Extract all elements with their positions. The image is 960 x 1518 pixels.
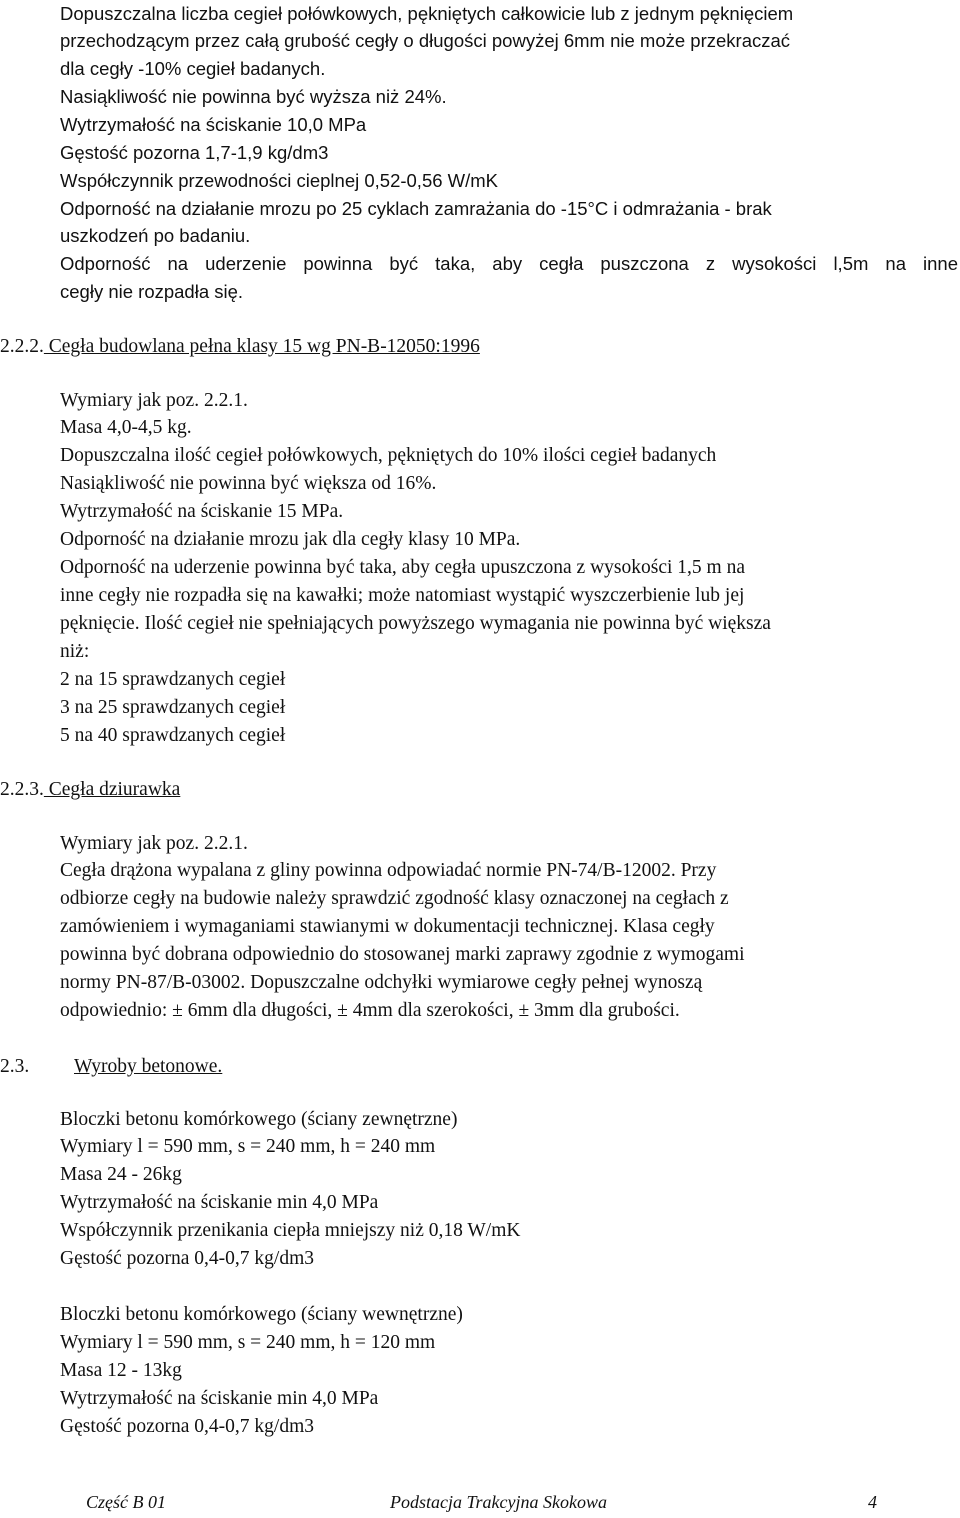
text-line: 5 na 40 sprawdzanych cegieł — [60, 725, 286, 746]
text-line: Współczynnik przewodności cieplnej 0,52-0,56 W/mK — [60, 170, 499, 191]
text-line: przechodzącym przez całą grubość cegły o długości powyżej 6mm nie może przekraczać — [60, 30, 791, 51]
section-number: 2.2.3. — [0, 779, 44, 800]
text-line: niż: — [60, 641, 90, 662]
section-heading-2-2-2 — [0, 333, 480, 360]
footer-part: Część B 01 — [86, 1492, 166, 1512]
text-line: odpowiednio: ± 6mm dla długości, ± 4mm dla szerokości, ± 3mm dla grubości. — [60, 1000, 680, 1021]
text-line: normy PN-87/B-03002. Dopuszczalne odchyłki wymiarowe cegły pełnej wynoszą — [60, 972, 703, 993]
text-line: cegły nie rozpadła się. — [60, 281, 244, 302]
text-line: uszkodzeń po badaniu. — [60, 225, 251, 246]
text-line: Bloczki betonu komórkowego (ściany wewnętrzne) — [60, 1304, 463, 1325]
text-line: pęknięcie. Ilość cegieł nie spełniających powyższego wymagania nie powinna być większa — [60, 613, 771, 634]
section-title-2-3: Wyroby betonowe. — [74, 1056, 223, 1077]
text-line: Odporność na uderzenie powinna być taka, aby cegła puszczona z wysokości l,5m na inne — [60, 253, 958, 274]
text-line: zamówieniem i wymaganiami stawianymi w dokumentacji technicznej. Klasa cegły — [60, 916, 715, 937]
text-line: 3 na 25 sprawdzanych cegieł — [60, 697, 286, 718]
text-line: odbiorze cegły na budowie należy sprawdzić zgodność klasy oznaczonej na cegłach z — [60, 888, 729, 909]
text-line: Nasiąkliwość nie powinna być wyższa niż 24%. — [60, 86, 447, 107]
text-line: inne cegły nie rozpadła się na kawałki; może natomiast wystąpić wyszczerbienie lub jej — [60, 585, 745, 606]
text-line: Gęstość pozorna 0,4-0,7 kg/dm3 — [60, 1248, 314, 1269]
text-line: Współczynnik przenikania ciepła mniejszy niż 0,18 W/mK — [60, 1220, 521, 1241]
text-line: Wymiary l = 590 mm, s = 240 mm, h = 240 mm — [60, 1136, 436, 1157]
text-line: Wytrzymałość na ściskanie min 4,0 MPa — [60, 1192, 379, 1213]
text-line: Wymiary jak poz. 2.2.1. — [60, 833, 248, 854]
text-line: Wymiary jak poz. 2.2.1. — [60, 390, 248, 411]
text-line: dla cegły -10% cegieł badanych. — [60, 58, 326, 79]
text-line: Wymiary l = 590 mm, s = 240 mm, h = 120 mm — [60, 1332, 436, 1353]
text-line: Gęstość pozorna 1,7-1,9 kg/dm3 — [60, 142, 329, 163]
text-line: Wytrzymałość na ściskanie min 4,0 MPa — [60, 1388, 379, 1409]
text-line: Bloczki betonu komórkowego (ściany zewnętrzne) — [60, 1109, 458, 1130]
text-line: powinna być dobrana odpowiednio do stosowanej marki zaprawy zgodnie z wymogami — [60, 944, 745, 965]
section-title: Cegła dziurawka — [43, 779, 181, 800]
footer-page-number: 4 — [868, 1492, 877, 1512]
section-number-2-3: 2.3. — [0, 1056, 30, 1077]
text-line: Odporność na uderzenie powinna być taka, aby cegła upuszczona z wysokości 1,5 m na — [60, 557, 745, 578]
text-line: Cegła drążona wypalana z gliny powinna odpowiadać normie PN-74/B-12002. Przy — [60, 860, 717, 881]
text-line: Wytrzymałość na ściskanie 10,0 MPa — [60, 114, 367, 135]
text-line: Gęstość pozorna 0,4-0,7 kg/dm3 — [60, 1416, 314, 1437]
section-title: Cegła budowlana pełna klasy 15 wg PN-B-12050:1996 — [43, 336, 480, 357]
text-line: Masa 24 - 26kg — [60, 1164, 182, 1185]
text-line: Dopuszczalna ilość cegieł połówkowych, pękniętych do 10% ilości cegieł badanych — [60, 445, 717, 466]
section-number: 2.2.2. — [0, 336, 44, 357]
text-line: Wytrzymałość na ściskanie 15 MPa. — [60, 501, 344, 522]
text-line: Masa 4,0-4,5 kg. — [60, 417, 192, 438]
section-heading-2-2-3 — [0, 776, 180, 803]
text-line: 2 na 15 sprawdzanych cegieł — [60, 669, 286, 690]
text-line: Nasiąkliwość nie powinna być większa od 16%. — [60, 473, 437, 494]
text-line: Dopuszczalna liczba cegieł połówkowych, pękniętych całkowicie lub z jednym pęknięciem — [60, 3, 794, 24]
text-line: Odporność na działanie mrozu jak dla cegły klasy 10 MPa. — [60, 529, 521, 550]
text-line: Odporność na działanie mrozu po 25 cyklach zamrażania do -15°C i odmrażania - brak — [60, 198, 772, 219]
footer-project: Podstacja Trakcyjna Skokowa — [390, 1492, 607, 1512]
text-line: Masa 12 - 13kg — [60, 1360, 182, 1381]
